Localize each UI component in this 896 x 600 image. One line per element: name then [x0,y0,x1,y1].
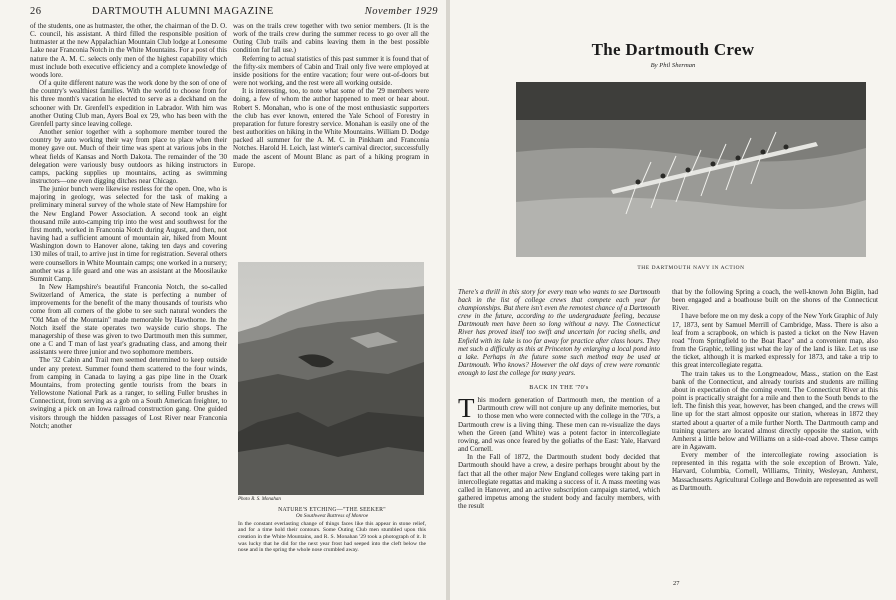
paragraph: of the students, one as hutmaster, the other, the chairman of the D. O. C. council, his assistant. A third filled the responsible position of hutmaster at the new Appalachian Mountain Club lodge at Lonesome Lake near Franconia Notch in the White Mountains. For a post of this nature the A. M. C. selects only men of the highest capability which must include both executive efficiency and a complete knowledge of woods lore. [30,22,227,79]
paragraph: Of a quite different nature was the work done by the son of one of the country's wealthiest families. With the world to choose from for his three month's vacation he elected to serve as a deckhand on the schooner with Dr. Grenfell's expedition in Labrador. With him was another Outing Club man, Ayers Boal ex '29, who has been with the Grenfell party since leaving college. [30,79,227,128]
left-page [0,0,446,600]
article-column-1 [458,378,660,578]
article-byline: By Phil Sherman [650,62,696,69]
crew-photo-caption: THE DARTMOUTH NAVY IN ACTION [637,265,745,271]
paragraph: was on the trails crew together with two senior members. (It is the work of the trails crew during the summer recess to go over all the Outing Club trails and cabins leaving them in the best possible condition for fall use.) [233,22,429,55]
photo-credit: Photo R. S. Monahan [238,497,281,502]
paragraph: In New Hampshire's beautiful Franconia Notch, the so-called Switzerland of America, the state is perfecting a number of improvements for the benefit of the many thousands of tourists who come from all corners of the globe to see such natural wonders the "Old Man of the Mountain" made memorable by Hawthorne. In the Notch itself the state operates two wayside curio shops. The managership of these was given to two Dartmouth men this summer, one a C and T man of last year's graduating class, and among their assistants were three junior and two sophomore members. [30,283,227,357]
running-header [30,6,438,20]
paragraph: Referring to actual statistics of this past summer it is found that of the fifty-six members of Cabin and Trail only five were employed at inside positions for the entire vacation; four were out-of-doors but were not working, and the rest were all working outside. [233,54,429,88]
caption-body: In the constant everlasting change of things faces like this appear in stone relief, and for a time hold their contours. Some Outing Club men stumbled upon this creation in the White Mountains, and R. S. Monahan '29 took a photograph of it. It was lucky that he did for the next year frost had seeped into the cleft below the nose and in the spring the whole nose crumbled away. [238,520,426,554]
article-column-2 [233,22,429,254]
paragraph-text: his modern generation of Dartmouth men, the mention of a Dartmouth crew will not conjure up any definite memories, but to those men who were connected with the college in the '70's, a Dartmouth crew is a living thing. These men can re-visualize the days when the Green (and White) was a potent factor in intercollegiate rowing, and was once feared by the goliaths of the East: Yale, Harvard and Cornell. [458,396,660,454]
photo-caption [238,497,426,554]
article-column-2 [672,288,878,578]
page-number: 26 [30,6,42,17]
drop-cap: T [458,393,475,424]
paragraph: The junior bunch were likewise restless for the open. One, who is majoring in geology, was selected for the task of making a preliminary mineral survey of the whole state of New Hampshire for the New England Power Association. A second took an eight thousand mile auto-camping trip into the west and southwest for the first month, worked in Franconia Notch during August, and then, not having had a sufficient amount of mountain air, hiked from Mount Washington down to Hanover alone, taking ten days and covering 130 miles of trail, to arrive just in time for registration. Several others were counsellors in White Mountain camps; one worked in a nursery; another was a life guard and one was an assistant at the Moosilauke Summit Camp. [30,185,227,283]
paragraph: I have before me on my desk a copy of the New York Graphic of July 17, 1873, sent by Samuel Merrill of Cambridge, Mass. There is also a leaf from a scrapbook, on which is pasted a ticket on the New Haven road "from Springfield to the Boat Race" and a convenient map, also from the Graphic, telling just what the lay of the land is like. Let us use the ticket, although it is marked expressly for 1873, and take a trip to this great intercollegiate regatta. [672,312,878,370]
rock-face-photo [238,262,424,495]
magazine-title: DARTMOUTH ALUMNI MAGAZINE [92,6,274,17]
caption-subtitle: On Southwest Buttress of Monroe [295,513,369,520]
paragraph: that by the following Spring a coach, the well-known John Biglin, had been engaged and a boathouse built on the shores of the Connecticut River. [672,288,878,313]
issue-date: November 1929 [364,6,438,17]
paragraph: Another senior together with a sophomore member toured the country by auto working their way from place to place when their money gave out. Much of their time was spent at various jobs in the wheat fields of Kansas and North Dakota. The remainder of the '30 delegation were variously busy outdoors as hiking instructors in camps, packing supplies up mountains, acting as swimming instructors—one even digging ditches near Chicago. [30,128,227,185]
article-intro: There's a thrill in this story for every man who wants to see Dartmouth back in the list of college crews that compete each year for championships. But there isn't even the remotest chance of a Dartmouth crew in the future, according to the undergraduate feeling, because Dartmouth men have been so long without a navy. The Connecticut River has proved itself too swift and uncertain for racing shells, and Enfield with its lake is too far away for practice after class hours. They met such a difficulty as this at Princeton by enlarging a local pond into a lake. Perhaps in the future some such method may be used at Dartmouth. Who knows? However the old days of crew were romantic enough to last the college for many years. [458,288,660,377]
caption-title: NATURE'S ETCHING—"THE SEEKER" [278,506,386,513]
paragraph: The '32 Cabin and Trail men seemed determined to keep outside under any pretext. Summer found them scattered to the four winds, from camping in Canada to laying a gas pipe line in the Ozark Mountains, from protecting gentle tourists from the bears in Yellowstone National Park as a ranger, to selling Fuller brushes in Connecticut, from serving as a gob on a South American freighter, to swinging a pick on an Iowa railroad construction gang. One guided visitors through the hidden passages of Lost River near Franconia Notch; another [30,356,227,430]
paragraph: Every member of the intercollegiate rowing association is represented in this regatta with the sole exception of Brown. Yale, Harvard, Columbia, Cornell, Williams, Trinity, Wesleyan, Amherst, Massachusetts Agricultural College and Bowdoin are represented as well as Dartmouth. [672,451,878,492]
paragraph: The train takes us to the Longmeadow, Mass., station on the East bank of the Connecticut, and already tourists and students are milling about in expectation of the coming event. The Connecticut River at this point is practically straight for a mile and then to the South bends to the left. The finish this year, however, has been changed, and the crews will line up for the start almost opposite our station, whereas in 1872 they started about a quarter of a mile further North. The Dartmouth camp and training quarters are located almost directly opposite the station, with Amherst a little below and Williams on a side-road above. These camps are in Agawam. [672,369,878,451]
paragraph [458,393,660,454]
article-column-1 [30,22,227,594]
paragraph: In the Fall of 1872, the Dartmouth student body decided that Dartmouth should have a crew, a desire perhaps brought about by the fact that all the other major New England colleges were taking part in intercollegiate regattas and making a success of it. A mass meeting was called in Hanover, and an active subscription campaign started, which gathered impetus among the student body and faculty members, with the result [458,453,660,511]
page-number: 27 [673,580,680,587]
section-heading: BACK IN THE '70's [529,384,589,391]
crew-rowing-photo [516,82,866,257]
right-page [450,0,896,600]
article-title: The Dartmouth Crew [591,40,755,59]
paragraph: It is interesting, too, to note what some of the '29 members were doing, a few of whom the author happened to meet or hear about. Robert S. Monahan, who is one of the most enthusiastic supporters the club has ever known, entered the Yale School of Forestry in preparation for future forestry service. Monahan is easily one of the best authorities on hiking in the White Mountains. William D. Dodge packed all summer for the A. M. C. in Pinkham and Franconia Notches. Harold H. Leich, last winter's carnival director, successfully made the ascent of Mount Blanc as part of a hiking program in Europe. [233,87,429,169]
